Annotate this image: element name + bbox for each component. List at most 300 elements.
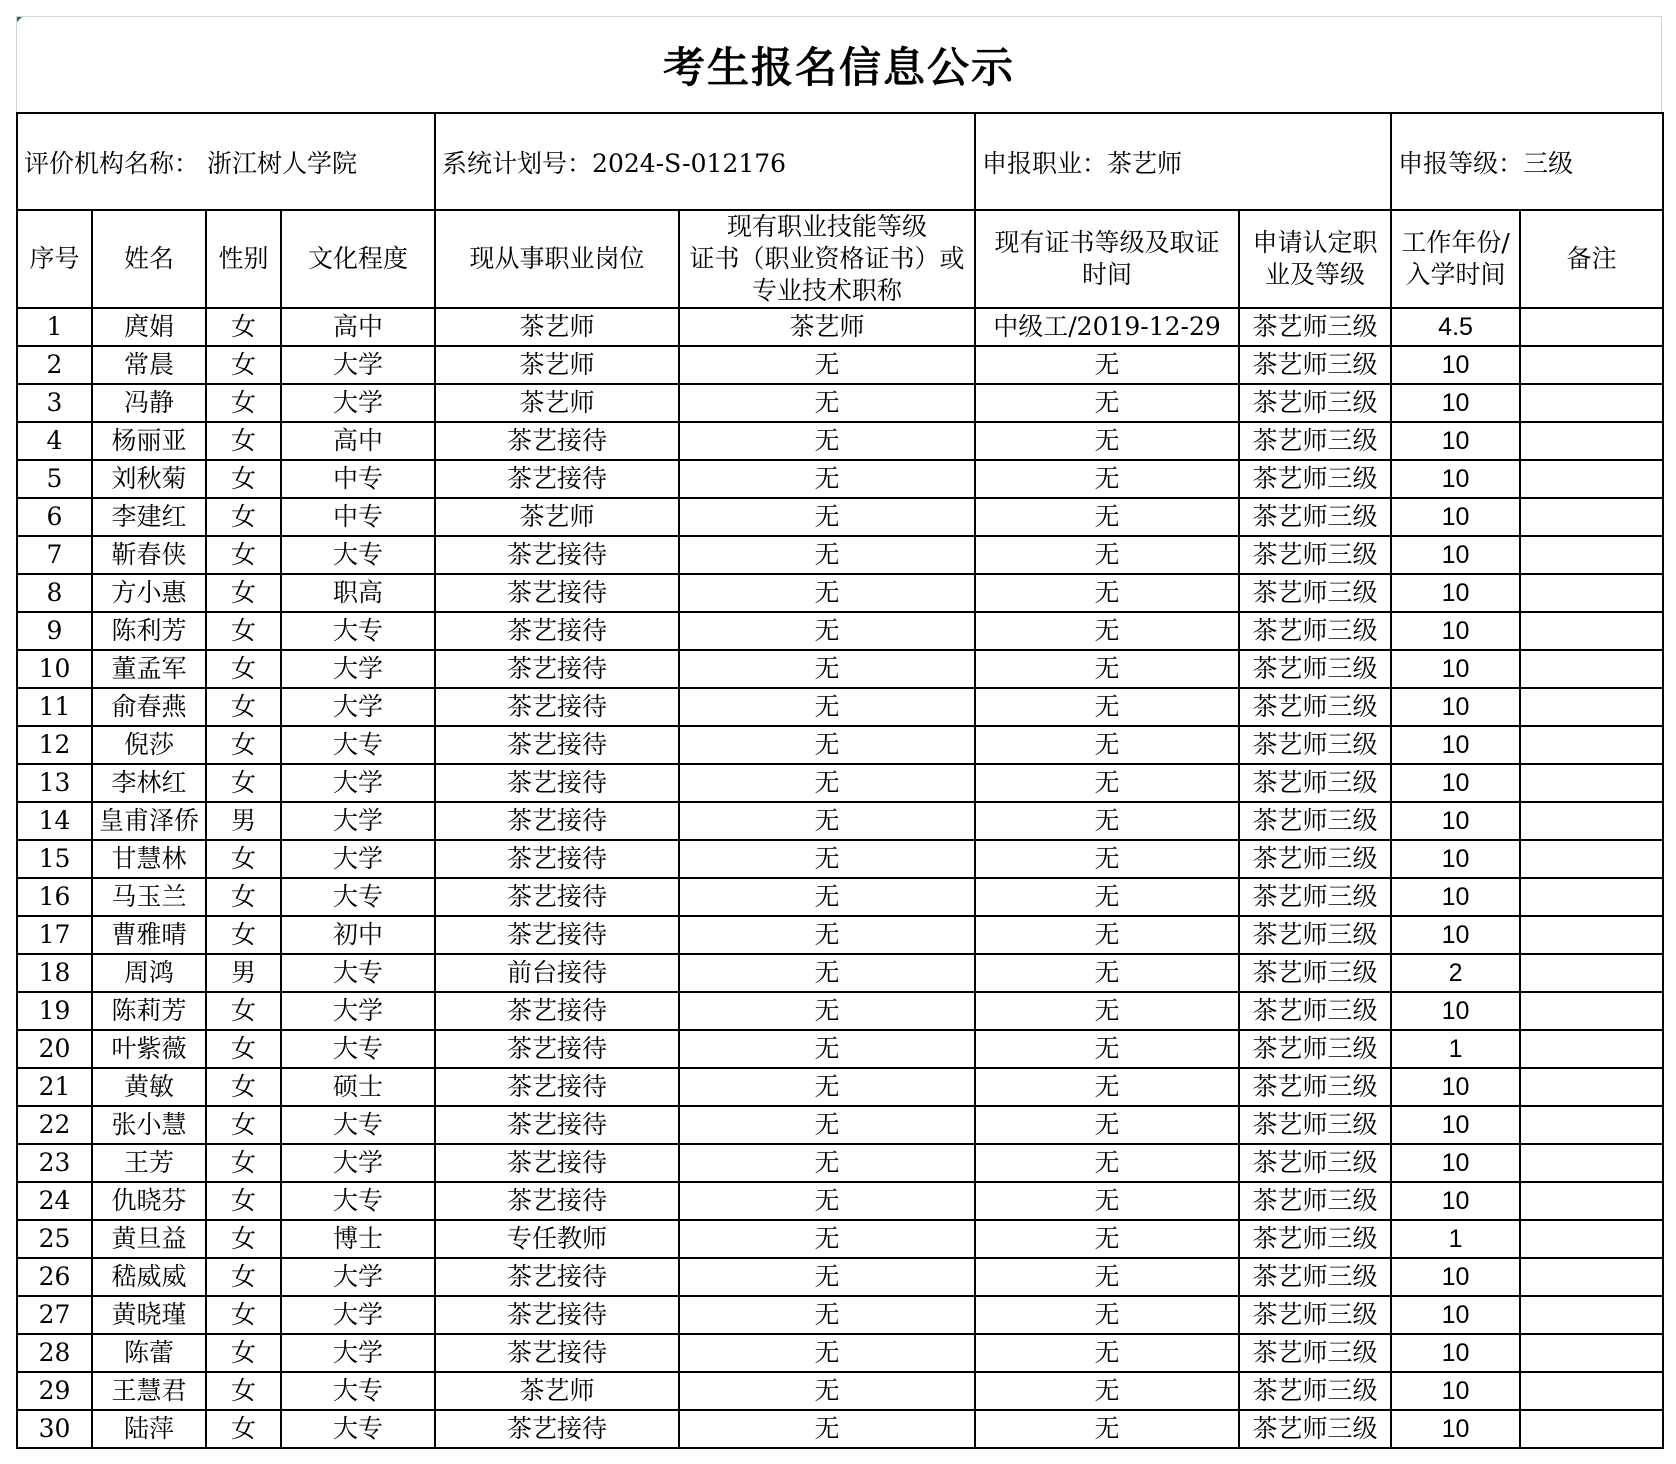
cell-level-time[interactable]: 无 bbox=[975, 1296, 1239, 1334]
cell-name[interactable]: 皇甫泽侨 bbox=[92, 802, 206, 840]
cell-name[interactable]: 王芳 bbox=[92, 1144, 206, 1182]
cell-apply[interactable]: 茶艺师三级 bbox=[1239, 878, 1391, 916]
cell-name[interactable]: 庹娟 bbox=[92, 308, 206, 346]
cell-position[interactable]: 茶艺接待 bbox=[435, 536, 679, 574]
cell-level-time[interactable]: 无 bbox=[975, 1220, 1239, 1258]
cell-cert[interactable]: 无 bbox=[679, 726, 975, 764]
cell-name[interactable]: 俞春燕 bbox=[92, 688, 206, 726]
cell-years[interactable]: 10 bbox=[1391, 460, 1520, 498]
cell-remark[interactable] bbox=[1520, 802, 1663, 840]
cell-education[interactable]: 中专 bbox=[281, 460, 435, 498]
cell-years[interactable]: 1 bbox=[1391, 1030, 1520, 1068]
cell-years[interactable]: 10 bbox=[1391, 536, 1520, 574]
cell-years[interactable]: 10 bbox=[1391, 650, 1520, 688]
cell-education[interactable]: 大专 bbox=[281, 536, 435, 574]
cell-education[interactable]: 高中 bbox=[281, 422, 435, 460]
col-header-no[interactable]: 序号 bbox=[17, 210, 92, 308]
cell-name[interactable]: 叶紫薇 bbox=[92, 1030, 206, 1068]
cell-years[interactable]: 10 bbox=[1391, 346, 1520, 384]
cell-level-time[interactable]: 无 bbox=[975, 1068, 1239, 1106]
cell-position[interactable]: 茶艺接待 bbox=[435, 726, 679, 764]
cell-education[interactable]: 大学 bbox=[281, 840, 435, 878]
cell-level-time[interactable]: 中级工/2019-12-29 bbox=[975, 308, 1239, 346]
cell-no[interactable]: 10 bbox=[17, 650, 92, 688]
cell-level-time[interactable]: 无 bbox=[975, 688, 1239, 726]
cell-level-time[interactable]: 无 bbox=[975, 346, 1239, 384]
cell-gender[interactable]: 女 bbox=[206, 612, 281, 650]
plan-cell[interactable] bbox=[435, 113, 975, 210]
cell-no[interactable]: 29 bbox=[17, 1372, 92, 1410]
cell-position[interactable]: 茶艺接待 bbox=[435, 878, 679, 916]
cell-level-time[interactable]: 无 bbox=[975, 878, 1239, 916]
cell-level-time[interactable]: 无 bbox=[975, 650, 1239, 688]
cell-remark[interactable] bbox=[1520, 498, 1663, 536]
cell-no[interactable]: 15 bbox=[17, 840, 92, 878]
cell-position[interactable]: 茶艺接待 bbox=[435, 802, 679, 840]
cell-remark[interactable] bbox=[1520, 536, 1663, 574]
cell-cert[interactable]: 茶艺师 bbox=[679, 308, 975, 346]
cell-remark[interactable] bbox=[1520, 688, 1663, 726]
cell-position[interactable]: 茶艺接待 bbox=[435, 1144, 679, 1182]
cell-cert[interactable]: 无 bbox=[679, 1372, 975, 1410]
cell-name[interactable]: 刘秋菊 bbox=[92, 460, 206, 498]
col-header-apply[interactable]: 申请认定职 业及等级 bbox=[1239, 210, 1391, 308]
cell-name[interactable]: 常晨 bbox=[92, 346, 206, 384]
cell-no[interactable]: 27 bbox=[17, 1296, 92, 1334]
cell-years[interactable]: 10 bbox=[1391, 422, 1520, 460]
cell-apply[interactable]: 茶艺师三级 bbox=[1239, 1296, 1391, 1334]
cell-position[interactable]: 茶艺接待 bbox=[435, 1334, 679, 1372]
cell-level-time[interactable]: 无 bbox=[975, 1106, 1239, 1144]
cell-name[interactable]: 黄旦益 bbox=[92, 1220, 206, 1258]
cell-position[interactable]: 茶艺接待 bbox=[435, 992, 679, 1030]
cell-level-time[interactable]: 无 bbox=[975, 498, 1239, 536]
cell-gender[interactable]: 女 bbox=[206, 536, 281, 574]
cell-education[interactable]: 大专 bbox=[281, 612, 435, 650]
cell-years[interactable]: 10 bbox=[1391, 1068, 1520, 1106]
cell-position[interactable]: 茶艺师 bbox=[435, 308, 679, 346]
cell-years[interactable]: 1 bbox=[1391, 1220, 1520, 1258]
cell-name[interactable]: 甘慧林 bbox=[92, 840, 206, 878]
cell-apply[interactable]: 茶艺师三级 bbox=[1239, 688, 1391, 726]
cell-years[interactable]: 10 bbox=[1391, 878, 1520, 916]
col-header-cert[interactable]: 现有职业技能等级 证书（职业资格证书）或 专业技术职称 bbox=[679, 210, 975, 308]
cell-education[interactable]: 大学 bbox=[281, 688, 435, 726]
cell-education[interactable]: 大专 bbox=[281, 1410, 435, 1448]
org-cell[interactable] bbox=[17, 113, 435, 210]
cell-education[interactable]: 大专 bbox=[281, 1372, 435, 1410]
cell-gender[interactable]: 女 bbox=[206, 498, 281, 536]
cell-education[interactable]: 大学 bbox=[281, 1334, 435, 1372]
cell-apply[interactable]: 茶艺师三级 bbox=[1239, 346, 1391, 384]
cell-no[interactable]: 9 bbox=[17, 612, 92, 650]
cell-education[interactable]: 大专 bbox=[281, 1106, 435, 1144]
col-header-gender[interactable]: 性别 bbox=[206, 210, 281, 308]
cell-level-time[interactable]: 无 bbox=[975, 992, 1239, 1030]
cell-apply[interactable]: 茶艺师三级 bbox=[1239, 1334, 1391, 1372]
cell-level-time[interactable]: 无 bbox=[975, 574, 1239, 612]
cell-cert[interactable]: 无 bbox=[679, 764, 975, 802]
cell-position[interactable]: 茶艺接待 bbox=[435, 422, 679, 460]
cell-remark[interactable] bbox=[1520, 1068, 1663, 1106]
cell-name[interactable]: 冯静 bbox=[92, 384, 206, 422]
cell-position[interactable]: 茶艺接待 bbox=[435, 1410, 679, 1448]
cell-name[interactable]: 李建红 bbox=[92, 498, 206, 536]
cell-gender[interactable]: 女 bbox=[206, 992, 281, 1030]
cell-no[interactable]: 28 bbox=[17, 1334, 92, 1372]
cell-education[interactable]: 大专 bbox=[281, 954, 435, 992]
col-header-level-time[interactable]: 现有证书等级及取证 时间 bbox=[975, 210, 1239, 308]
cell-level-time[interactable]: 无 bbox=[975, 764, 1239, 802]
cell-position[interactable]: 茶艺接待 bbox=[435, 1106, 679, 1144]
cell-level-time[interactable]: 无 bbox=[975, 1182, 1239, 1220]
cell-position[interactable]: 茶艺接待 bbox=[435, 764, 679, 802]
cell-no[interactable]: 23 bbox=[17, 1144, 92, 1182]
cell-cert[interactable]: 无 bbox=[679, 878, 975, 916]
cell-no[interactable]: 2 bbox=[17, 346, 92, 384]
cell-years[interactable]: 10 bbox=[1391, 1372, 1520, 1410]
cell-remark[interactable] bbox=[1520, 1334, 1663, 1372]
cell-no[interactable]: 14 bbox=[17, 802, 92, 840]
cell-remark[interactable] bbox=[1520, 574, 1663, 612]
cell-cert[interactable]: 无 bbox=[679, 1182, 975, 1220]
cell-gender[interactable]: 女 bbox=[206, 1372, 281, 1410]
cell-cert[interactable]: 无 bbox=[679, 1030, 975, 1068]
cell-cert[interactable]: 无 bbox=[679, 384, 975, 422]
cell-cert[interactable]: 无 bbox=[679, 612, 975, 650]
cell-gender[interactable]: 女 bbox=[206, 1182, 281, 1220]
cell-level-time[interactable]: 无 bbox=[975, 536, 1239, 574]
cell-years[interactable]: 10 bbox=[1391, 1182, 1520, 1220]
cell-position[interactable]: 茶艺师 bbox=[435, 384, 679, 422]
cell-remark[interactable] bbox=[1520, 992, 1663, 1030]
cell-name[interactable]: 张小慧 bbox=[92, 1106, 206, 1144]
cell-gender[interactable]: 女 bbox=[206, 460, 281, 498]
cell-remark[interactable] bbox=[1520, 1106, 1663, 1144]
cell-level-time[interactable]: 无 bbox=[975, 612, 1239, 650]
cell-remark[interactable] bbox=[1520, 954, 1663, 992]
cell-years[interactable]: 10 bbox=[1391, 840, 1520, 878]
cell-apply[interactable]: 茶艺师三级 bbox=[1239, 1106, 1391, 1144]
cell-apply[interactable]: 茶艺师三级 bbox=[1239, 1182, 1391, 1220]
cell-remark[interactable] bbox=[1520, 1372, 1663, 1410]
cell-remark[interactable] bbox=[1520, 650, 1663, 688]
cell-gender[interactable]: 男 bbox=[206, 802, 281, 840]
cell-level-time[interactable]: 无 bbox=[975, 1372, 1239, 1410]
cell-education[interactable]: 大学 bbox=[281, 346, 435, 384]
cell-remark[interactable] bbox=[1520, 916, 1663, 954]
cell-apply[interactable]: 茶艺师三级 bbox=[1239, 840, 1391, 878]
cell-remark[interactable] bbox=[1520, 764, 1663, 802]
cell-no[interactable]: 24 bbox=[17, 1182, 92, 1220]
level-cell[interactable] bbox=[1391, 113, 1663, 210]
cell-gender[interactable]: 女 bbox=[206, 1068, 281, 1106]
cell-name[interactable]: 董孟军 bbox=[92, 650, 206, 688]
cell-no[interactable]: 1 bbox=[17, 308, 92, 346]
cell-gender[interactable]: 女 bbox=[206, 574, 281, 612]
cell-gender[interactable]: 女 bbox=[206, 840, 281, 878]
cell-name[interactable]: 杨丽亚 bbox=[92, 422, 206, 460]
cell-name[interactable]: 黄敏 bbox=[92, 1068, 206, 1106]
cell-years[interactable]: 10 bbox=[1391, 384, 1520, 422]
cell-years[interactable]: 10 bbox=[1391, 1106, 1520, 1144]
cell-education[interactable]: 职高 bbox=[281, 574, 435, 612]
cell-apply[interactable]: 茶艺师三级 bbox=[1239, 574, 1391, 612]
cell-position[interactable]: 茶艺师 bbox=[435, 1372, 679, 1410]
cell-level-time[interactable]: 无 bbox=[975, 1334, 1239, 1372]
cell-apply[interactable]: 茶艺师三级 bbox=[1239, 1220, 1391, 1258]
cell-gender[interactable]: 女 bbox=[206, 1296, 281, 1334]
cell-education[interactable]: 大专 bbox=[281, 1182, 435, 1220]
cell-gender[interactable]: 女 bbox=[206, 384, 281, 422]
cell-apply[interactable]: 茶艺师三级 bbox=[1239, 422, 1391, 460]
cell-apply[interactable]: 茶艺师三级 bbox=[1239, 308, 1391, 346]
cell-no[interactable]: 16 bbox=[17, 878, 92, 916]
cell-remark[interactable] bbox=[1520, 1030, 1663, 1068]
cell-name[interactable]: 黄晓瑾 bbox=[92, 1296, 206, 1334]
cell-apply[interactable]: 茶艺师三级 bbox=[1239, 764, 1391, 802]
cell-remark[interactable] bbox=[1520, 384, 1663, 422]
cell-years[interactable]: 10 bbox=[1391, 1144, 1520, 1182]
cell-apply[interactable]: 茶艺师三级 bbox=[1239, 1068, 1391, 1106]
cell-no[interactable]: 13 bbox=[17, 764, 92, 802]
cell-years[interactable]: 10 bbox=[1391, 726, 1520, 764]
cell-remark[interactable] bbox=[1520, 1296, 1663, 1334]
cell-gender[interactable]: 女 bbox=[206, 764, 281, 802]
cell-education[interactable]: 大学 bbox=[281, 650, 435, 688]
cell-no[interactable]: 20 bbox=[17, 1030, 92, 1068]
cell-position[interactable]: 茶艺接待 bbox=[435, 1182, 679, 1220]
cell-apply[interactable]: 茶艺师三级 bbox=[1239, 1030, 1391, 1068]
cell-gender[interactable]: 女 bbox=[206, 1258, 281, 1296]
cell-cert[interactable]: 无 bbox=[679, 954, 975, 992]
cell-gender[interactable]: 女 bbox=[206, 1410, 281, 1448]
cell-education[interactable]: 大学 bbox=[281, 1258, 435, 1296]
cell-position[interactable]: 茶艺接待 bbox=[435, 1296, 679, 1334]
cell-remark[interactable] bbox=[1520, 1258, 1663, 1296]
cell-cert[interactable]: 无 bbox=[679, 1296, 975, 1334]
cell-name[interactable]: 仇晓芬 bbox=[92, 1182, 206, 1220]
cell-position[interactable]: 前台接待 bbox=[435, 954, 679, 992]
cell-position[interactable]: 专任教师 bbox=[435, 1220, 679, 1258]
cell-apply[interactable]: 茶艺师三级 bbox=[1239, 498, 1391, 536]
cell-cert[interactable]: 无 bbox=[679, 688, 975, 726]
cell-apply[interactable]: 茶艺师三级 bbox=[1239, 992, 1391, 1030]
occupation-cell[interactable] bbox=[975, 113, 1391, 210]
cell-education[interactable]: 大学 bbox=[281, 802, 435, 840]
cell-cert[interactable]: 无 bbox=[679, 536, 975, 574]
cell-position[interactable]: 茶艺接待 bbox=[435, 612, 679, 650]
cell-years[interactable]: 10 bbox=[1391, 1410, 1520, 1448]
cell-no[interactable]: 6 bbox=[17, 498, 92, 536]
col-header-name[interactable]: 姓名 bbox=[92, 210, 206, 308]
cell-years[interactable]: 10 bbox=[1391, 1296, 1520, 1334]
cell-gender[interactable]: 女 bbox=[206, 1334, 281, 1372]
cell-name[interactable]: 曹雅晴 bbox=[92, 916, 206, 954]
cell-position[interactable]: 茶艺接待 bbox=[435, 1030, 679, 1068]
col-header-remark[interactable]: 备注 bbox=[1520, 210, 1663, 308]
cell-level-time[interactable]: 无 bbox=[975, 422, 1239, 460]
cell-no[interactable]: 30 bbox=[17, 1410, 92, 1448]
cell-gender[interactable]: 女 bbox=[206, 650, 281, 688]
cell-name[interactable]: 靳春侠 bbox=[92, 536, 206, 574]
cell-education[interactable]: 大专 bbox=[281, 1030, 435, 1068]
cell-gender[interactable]: 女 bbox=[206, 1220, 281, 1258]
cell-level-time[interactable]: 无 bbox=[975, 802, 1239, 840]
cell-apply[interactable]: 茶艺师三级 bbox=[1239, 1144, 1391, 1182]
cell-position[interactable]: 茶艺接待 bbox=[435, 1068, 679, 1106]
cell-cert[interactable]: 无 bbox=[679, 992, 975, 1030]
title-cell[interactable] bbox=[16, 16, 1662, 112]
cell-no[interactable]: 11 bbox=[17, 688, 92, 726]
cell-no[interactable]: 8 bbox=[17, 574, 92, 612]
cell-name[interactable]: 嵇威威 bbox=[92, 1258, 206, 1296]
cell-position[interactable]: 茶艺师 bbox=[435, 346, 679, 384]
cell-education[interactable]: 大学 bbox=[281, 992, 435, 1030]
col-header-years[interactable]: 工作年份/ 入学时间 bbox=[1391, 210, 1520, 308]
cell-position[interactable]: 茶艺接待 bbox=[435, 650, 679, 688]
cell-cert[interactable]: 无 bbox=[679, 1410, 975, 1448]
cell-cert[interactable]: 无 bbox=[679, 840, 975, 878]
cell-remark[interactable] bbox=[1520, 878, 1663, 916]
cell-no[interactable]: 19 bbox=[17, 992, 92, 1030]
cell-apply[interactable]: 茶艺师三级 bbox=[1239, 1372, 1391, 1410]
cell-apply[interactable]: 茶艺师三级 bbox=[1239, 916, 1391, 954]
cell-remark[interactable] bbox=[1520, 1182, 1663, 1220]
cell-education[interactable]: 大学 bbox=[281, 1144, 435, 1182]
cell-cert[interactable]: 无 bbox=[679, 1068, 975, 1106]
cell-years[interactable]: 10 bbox=[1391, 1334, 1520, 1372]
cell-name[interactable]: 陆萍 bbox=[92, 1410, 206, 1448]
cell-education[interactable]: 博士 bbox=[281, 1220, 435, 1258]
cell-no[interactable]: 18 bbox=[17, 954, 92, 992]
cell-level-time[interactable]: 无 bbox=[975, 384, 1239, 422]
cell-position[interactable]: 茶艺接待 bbox=[435, 840, 679, 878]
cell-name[interactable]: 陈蕾 bbox=[92, 1334, 206, 1372]
cell-no[interactable]: 12 bbox=[17, 726, 92, 764]
cell-level-time[interactable]: 无 bbox=[975, 1144, 1239, 1182]
cell-no[interactable]: 21 bbox=[17, 1068, 92, 1106]
cell-remark[interactable] bbox=[1520, 840, 1663, 878]
cell-name[interactable]: 王慧君 bbox=[92, 1372, 206, 1410]
cell-cert[interactable]: 无 bbox=[679, 1334, 975, 1372]
cell-gender[interactable]: 女 bbox=[206, 1030, 281, 1068]
cell-apply[interactable]: 茶艺师三级 bbox=[1239, 384, 1391, 422]
cell-education[interactable]: 硕士 bbox=[281, 1068, 435, 1106]
cell-cert[interactable]: 无 bbox=[679, 1258, 975, 1296]
col-header-education[interactable]: 文化程度 bbox=[281, 210, 435, 308]
cell-cert[interactable]: 无 bbox=[679, 460, 975, 498]
cell-remark[interactable] bbox=[1520, 308, 1663, 346]
cell-years[interactable]: 10 bbox=[1391, 612, 1520, 650]
cell-education[interactable]: 大专 bbox=[281, 726, 435, 764]
cell-name[interactable]: 陈莉芳 bbox=[92, 992, 206, 1030]
cell-apply[interactable]: 茶艺师三级 bbox=[1239, 460, 1391, 498]
cell-years[interactable]: 4.5 bbox=[1391, 308, 1520, 346]
cell-level-time[interactable]: 无 bbox=[975, 1258, 1239, 1296]
cell-no[interactable]: 25 bbox=[17, 1220, 92, 1258]
cell-name[interactable]: 陈利芳 bbox=[92, 612, 206, 650]
cell-name[interactable]: 李林红 bbox=[92, 764, 206, 802]
cell-gender[interactable]: 女 bbox=[206, 422, 281, 460]
cell-education[interactable]: 大学 bbox=[281, 764, 435, 802]
cell-no[interactable]: 4 bbox=[17, 422, 92, 460]
cell-remark[interactable] bbox=[1520, 726, 1663, 764]
cell-cert[interactable]: 无 bbox=[679, 916, 975, 954]
cell-years[interactable]: 10 bbox=[1391, 574, 1520, 612]
cell-position[interactable]: 茶艺接待 bbox=[435, 1258, 679, 1296]
col-header-position[interactable]: 现从事职业岗位 bbox=[435, 210, 679, 308]
cell-apply[interactable]: 茶艺师三级 bbox=[1239, 1258, 1391, 1296]
cell-years[interactable]: 10 bbox=[1391, 802, 1520, 840]
cell-years[interactable]: 10 bbox=[1391, 1258, 1520, 1296]
cell-years[interactable]: 10 bbox=[1391, 498, 1520, 536]
cell-cert[interactable]: 无 bbox=[679, 802, 975, 840]
cell-apply[interactable]: 茶艺师三级 bbox=[1239, 802, 1391, 840]
cell-no[interactable]: 7 bbox=[17, 536, 92, 574]
cell-apply[interactable]: 茶艺师三级 bbox=[1239, 726, 1391, 764]
cell-gender[interactable]: 女 bbox=[206, 346, 281, 384]
cell-no[interactable]: 22 bbox=[17, 1106, 92, 1144]
cell-level-time[interactable]: 无 bbox=[975, 1030, 1239, 1068]
cell-position[interactable]: 茶艺接待 bbox=[435, 460, 679, 498]
cell-cert[interactable]: 无 bbox=[679, 574, 975, 612]
cell-name[interactable]: 方小惠 bbox=[92, 574, 206, 612]
cell-level-time[interactable]: 无 bbox=[975, 726, 1239, 764]
cell-cert[interactable]: 无 bbox=[679, 422, 975, 460]
cell-years[interactable]: 10 bbox=[1391, 764, 1520, 802]
cell-level-time[interactable]: 无 bbox=[975, 954, 1239, 992]
cell-name[interactable]: 周鸿 bbox=[92, 954, 206, 992]
cell-apply[interactable]: 茶艺师三级 bbox=[1239, 954, 1391, 992]
cell-apply[interactable]: 茶艺师三级 bbox=[1239, 650, 1391, 688]
cell-gender[interactable]: 男 bbox=[206, 954, 281, 992]
cell-apply[interactable]: 茶艺师三级 bbox=[1239, 536, 1391, 574]
cell-remark[interactable] bbox=[1520, 346, 1663, 384]
cell-cert[interactable]: 无 bbox=[679, 498, 975, 536]
cell-remark[interactable] bbox=[1520, 422, 1663, 460]
cell-education[interactable]: 大学 bbox=[281, 384, 435, 422]
cell-gender[interactable]: 女 bbox=[206, 726, 281, 764]
cell-years[interactable]: 2 bbox=[1391, 954, 1520, 992]
cell-level-time[interactable]: 无 bbox=[975, 916, 1239, 954]
cell-gender[interactable]: 女 bbox=[206, 1144, 281, 1182]
cell-gender[interactable]: 女 bbox=[206, 878, 281, 916]
cell-education[interactable]: 高中 bbox=[281, 308, 435, 346]
cell-gender[interactable]: 女 bbox=[206, 688, 281, 726]
cell-no[interactable]: 5 bbox=[17, 460, 92, 498]
cell-education[interactable]: 大学 bbox=[281, 1296, 435, 1334]
cell-years[interactable]: 10 bbox=[1391, 916, 1520, 954]
cell-position[interactable]: 茶艺接待 bbox=[435, 688, 679, 726]
cell-apply[interactable]: 茶艺师三级 bbox=[1239, 1410, 1391, 1448]
cell-remark[interactable] bbox=[1520, 612, 1663, 650]
cell-remark[interactable] bbox=[1520, 1410, 1663, 1448]
cell-position[interactable]: 茶艺师 bbox=[435, 498, 679, 536]
cell-cert[interactable]: 无 bbox=[679, 1106, 975, 1144]
cell-education[interactable]: 初中 bbox=[281, 916, 435, 954]
cell-position[interactable]: 茶艺接待 bbox=[435, 574, 679, 612]
cell-cert[interactable]: 无 bbox=[679, 650, 975, 688]
cell-position[interactable]: 茶艺接待 bbox=[435, 916, 679, 954]
cell-name[interactable]: 倪莎 bbox=[92, 726, 206, 764]
cell-no[interactable]: 26 bbox=[17, 1258, 92, 1296]
cell-name[interactable]: 马玉兰 bbox=[92, 878, 206, 916]
cell-no[interactable]: 17 bbox=[17, 916, 92, 954]
cell-education[interactable]: 大专 bbox=[281, 878, 435, 916]
cell-gender[interactable]: 女 bbox=[206, 1106, 281, 1144]
cell-years[interactable]: 10 bbox=[1391, 992, 1520, 1030]
